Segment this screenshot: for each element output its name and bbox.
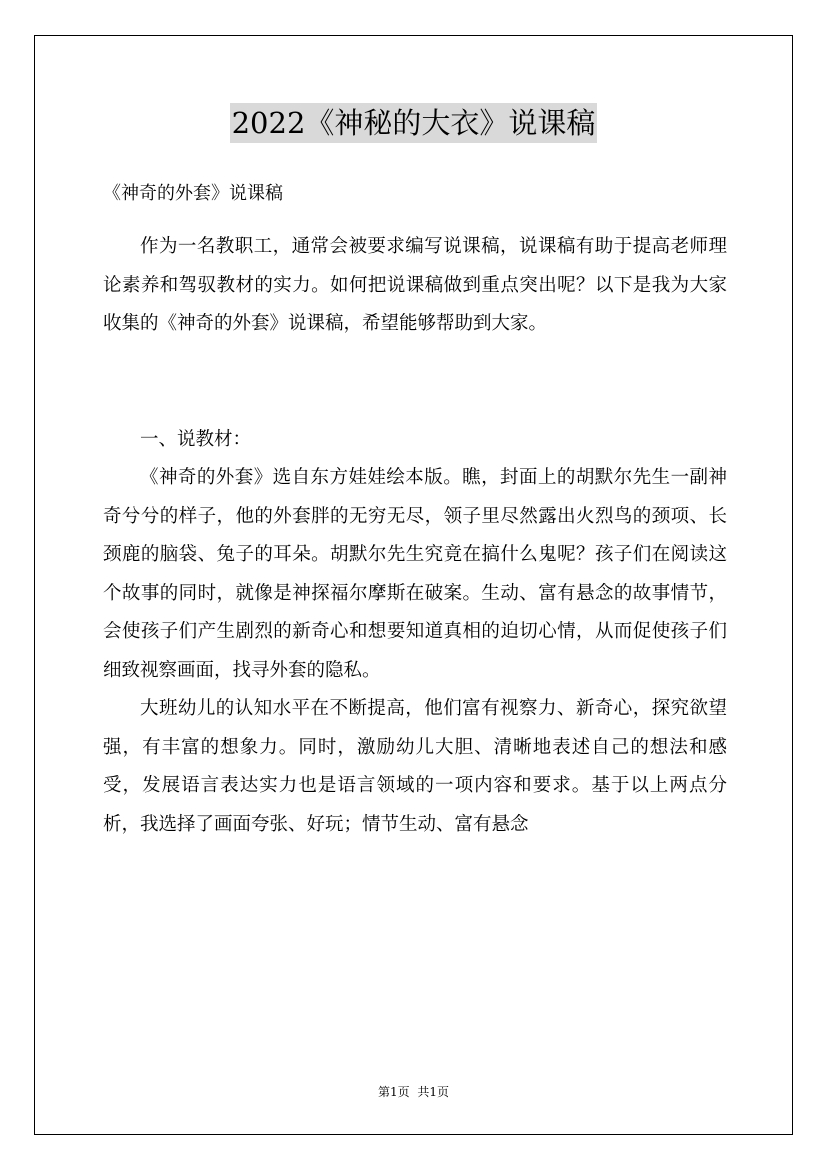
page-total: 共1页 xyxy=(417,1085,449,1099)
document-body xyxy=(103,228,727,844)
page-title: 2022《神秘的大衣》说课稿 xyxy=(230,103,598,143)
page-number: 第1页 xyxy=(378,1085,410,1099)
body-paragraph: 《神奇的外套》选自东方娃娃绘本版。瞧，封面上的胡默尔先生一副神奇兮兮的样子，他的外套胖的无穷无尽，领子里尽然露出火烈鸟的颈项、长颈鹿的脑袋、兔子的耳朵。胡默尔先生究竟在搞什么鬼呢？孩子们在阅读这个故事的同时，就像是神探福尔摩斯在破案。生动、富有悬念的故事情节，会使孩子们产生剧烈的新奇心和想要知道真相的迫切心情，从而促使孩子们细致视察画面，找寻外套的隐私。 xyxy=(103,467,727,681)
page-footer xyxy=(0,1083,827,1101)
title-container xyxy=(0,103,827,143)
subtitle: 《神奇的外套》说课稿 xyxy=(103,183,283,204)
section-heading: 一、说教材： xyxy=(140,428,252,450)
body-paragraph: 大班幼儿的认知水平在不断提高，他们富有视察力、新奇心，探究欲望强，有丰富的想象力。同时，激励幼儿大胆、清晰地表述自己的想法和感受，发展语言表达实力也是语言领域的一项内容和要求。基于以上两点分析，我选择了画面夸张、好玩；情节生动、富有悬念 xyxy=(103,698,727,835)
blank-space xyxy=(103,344,727,421)
intro-paragraph: 作为一名教职工，通常会被要求编写说课稿，说课稿有助于提高老师理论素养和驾驭教材的实力。如何把说课稿做到重点突出呢？以下是我为大家收集的《神奇的外套》说课稿，希望能够帮助到大家。 xyxy=(103,236,727,334)
